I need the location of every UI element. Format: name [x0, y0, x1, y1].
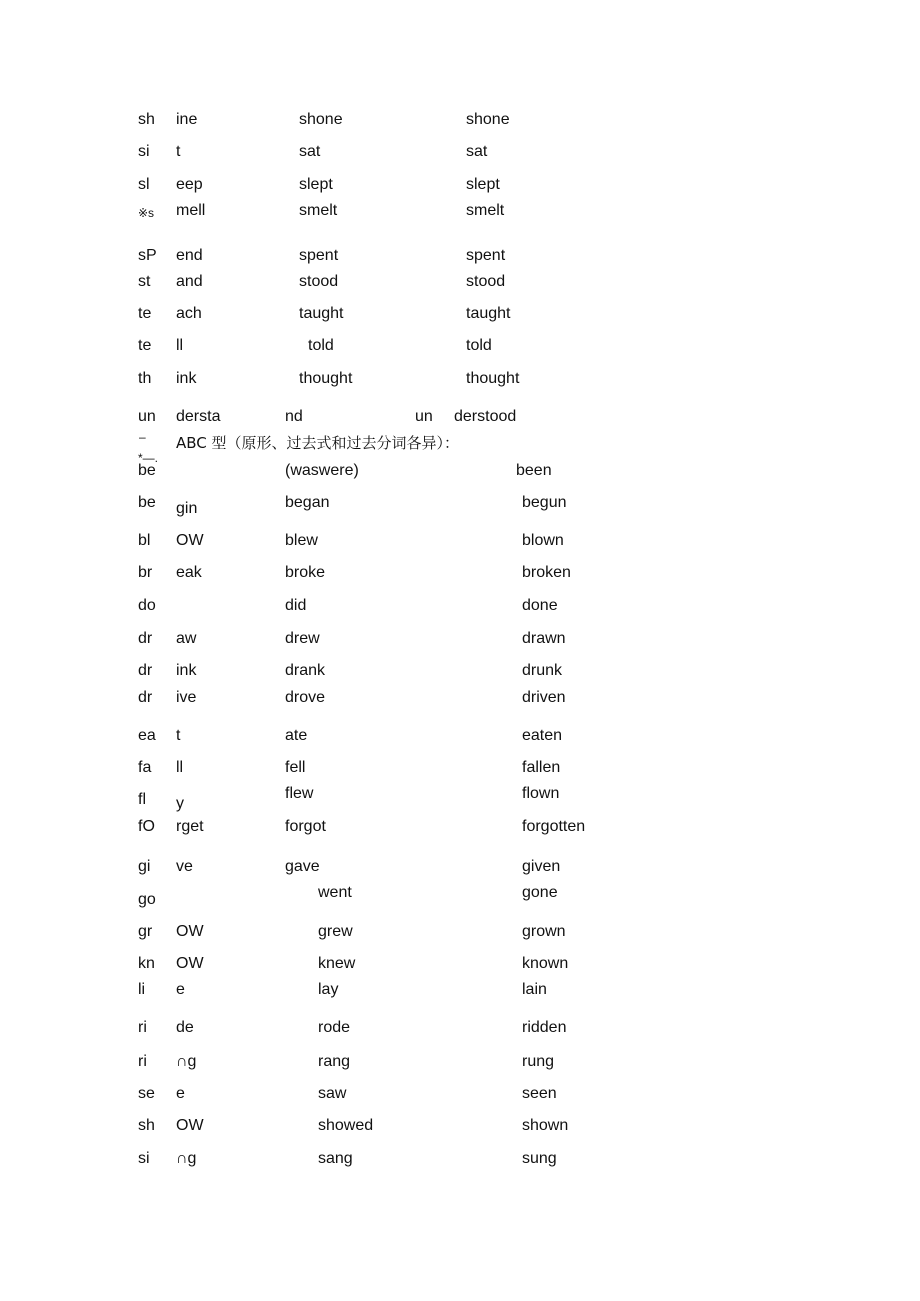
- past-tense: grew: [318, 923, 353, 940]
- base-part-1: be: [138, 494, 156, 511]
- heading-marker: *—.: [138, 451, 159, 465]
- base-part-1: br: [138, 564, 153, 581]
- past-tense: drank: [285, 662, 326, 679]
- past-participle: lain: [522, 981, 547, 998]
- past-participle: told: [466, 337, 492, 354]
- past-tense: blew: [285, 532, 318, 549]
- base-part-1: te: [138, 337, 152, 354]
- base-part-2: e: [176, 1085, 185, 1102]
- base-part-1: be: [138, 462, 156, 479]
- past-participle: sat: [466, 143, 488, 160]
- past-tense: drove: [285, 689, 326, 706]
- base-part-1: go: [138, 891, 156, 908]
- past-participle: sung: [522, 1150, 557, 1167]
- past-tense: stood: [299, 273, 339, 290]
- base-part-2: end: [176, 247, 203, 264]
- base-part-1: ri: [138, 1019, 147, 1036]
- base-part-1: ea: [138, 727, 156, 744]
- base-part-2: gin: [176, 500, 198, 517]
- past-tense: flew: [285, 785, 314, 802]
- base-part-1: bl: [138, 532, 151, 549]
- past-participle: broken: [522, 564, 571, 581]
- past-tense: slept: [299, 176, 333, 193]
- base-part-2: and: [176, 273, 203, 290]
- past-tense: drew: [285, 630, 320, 647]
- past-tense: began: [285, 494, 330, 511]
- past-participle: driven: [522, 689, 566, 706]
- past-participle: forgotten: [522, 818, 586, 835]
- past-participle: taught: [466, 305, 511, 322]
- base-part-2: ll: [176, 337, 184, 354]
- base-part-2: rget: [176, 818, 204, 835]
- past-tense: broke: [285, 564, 326, 581]
- past-participle: drunk: [522, 662, 563, 679]
- past-tense: spent: [299, 247, 339, 264]
- base-part-1: sh: [138, 1117, 155, 1134]
- base-part-1: dr: [138, 689, 153, 706]
- base-part-1: sP: [138, 247, 157, 264]
- base-part-1: do: [138, 597, 156, 614]
- past-participle: flown: [522, 785, 560, 802]
- past-participle: slept: [466, 176, 500, 193]
- base-part-1: te: [138, 305, 152, 322]
- heading-dash: –: [139, 430, 146, 444]
- base-part-1: li: [138, 981, 146, 998]
- past-participle: derstood: [454, 408, 517, 425]
- past-participle: ridden: [522, 1019, 567, 1036]
- base-part-2: ink: [176, 662, 197, 679]
- base-part-2: ive: [176, 689, 197, 706]
- past-participle: begun: [522, 494, 567, 511]
- past-participle: stood: [466, 273, 506, 290]
- base-part-1: gi: [138, 858, 151, 875]
- past-participle: blown: [522, 532, 564, 549]
- past-tense: showed: [318, 1117, 374, 1134]
- past-tense: knew: [318, 955, 356, 972]
- base-part-1: si: [138, 143, 150, 160]
- base-part-2: mell: [176, 202, 206, 219]
- heading-title: ABC 型（原形、过去式和过去分词各异）：: [176, 434, 460, 452]
- base-part-1: fO: [138, 818, 155, 835]
- base-part-1: ri: [138, 1053, 147, 1070]
- past-tense: sat: [299, 143, 321, 160]
- base-part-2: ∩g: [176, 1053, 197, 1070]
- past-tense: taught: [299, 305, 344, 322]
- past-tense: (waswere): [285, 462, 359, 479]
- past-participle: been: [516, 462, 552, 479]
- base-part-2: de: [176, 1019, 194, 1036]
- base-part-2: ach: [176, 305, 202, 322]
- past-tense: saw: [318, 1085, 347, 1102]
- past-tense: fell: [285, 759, 306, 776]
- base-part-2: eak: [176, 564, 202, 581]
- base-part-2: t: [176, 727, 181, 744]
- base-part-2: OW: [176, 532, 204, 549]
- base-part-1: kn: [138, 955, 155, 972]
- base-part-1: fa: [138, 759, 152, 776]
- past-participle: fallen: [522, 759, 561, 776]
- past-participle: done: [522, 597, 558, 614]
- base-part-2: t: [176, 143, 181, 160]
- base-part-2: ∩g: [176, 1150, 197, 1167]
- past-participle: thought: [466, 370, 520, 387]
- base-part-2: eep: [176, 176, 203, 193]
- base-part-1: dr: [138, 630, 153, 647]
- base-part-1: dr: [138, 662, 153, 679]
- past-participle: given: [522, 858, 561, 875]
- base-part-2: OW: [176, 1117, 204, 1134]
- past-participle: shown: [522, 1117, 569, 1134]
- past-tense: rode: [318, 1019, 351, 1036]
- past-tense: sang: [318, 1150, 353, 1167]
- past-participle: rung: [522, 1053, 555, 1070]
- base-part-1: se: [138, 1085, 155, 1102]
- past-tense: ate: [285, 727, 308, 744]
- past-tense: told: [308, 337, 334, 354]
- past-participle: spent: [466, 247, 506, 264]
- past-participle: drawn: [522, 630, 566, 647]
- base-part-1: sh: [138, 111, 155, 128]
- past-participle: shone: [466, 111, 510, 128]
- base-part-1: st: [138, 273, 151, 290]
- past-tense: smelt: [299, 202, 338, 219]
- past-participle-part-1: un: [415, 408, 433, 425]
- base-part-1: un: [138, 408, 156, 425]
- base-part-2: e: [176, 981, 185, 998]
- past-participle: eaten: [522, 727, 563, 744]
- past-participle: grown: [522, 923, 566, 940]
- base-part-1: gr: [138, 923, 153, 940]
- base-part-2: ink: [176, 370, 197, 387]
- past-tense: rang: [318, 1053, 351, 1070]
- base-part-2: ve: [176, 858, 193, 875]
- base-part-1: sl: [138, 176, 150, 193]
- past-participle: smelt: [466, 202, 505, 219]
- past-tense: shone: [299, 111, 343, 128]
- base-part-2: aw: [176, 630, 197, 647]
- base-part-2: OW: [176, 923, 204, 940]
- past-tense: gave: [285, 858, 320, 875]
- past-tense: did: [285, 597, 307, 614]
- base-part-2: y: [176, 795, 184, 812]
- past-tense: thought: [299, 370, 353, 387]
- base-part-2: dersta: [176, 408, 221, 425]
- past-participle: known: [522, 955, 569, 972]
- past-tense: nd: [285, 408, 303, 425]
- base-part-2: ll: [176, 759, 184, 776]
- past-tense: forgot: [285, 818, 326, 835]
- base-part-1: fl: [138, 791, 146, 808]
- past-participle: seen: [522, 1085, 557, 1102]
- base-part-2: OW: [176, 955, 204, 972]
- past-tense: lay: [318, 981, 339, 998]
- base-part-1: si: [138, 1150, 150, 1167]
- past-tense: went: [318, 884, 352, 901]
- base-part-1: ※s: [138, 206, 155, 220]
- past-participle: gone: [522, 884, 558, 901]
- base-part-2: ine: [176, 111, 198, 128]
- base-part-1: th: [138, 370, 152, 387]
